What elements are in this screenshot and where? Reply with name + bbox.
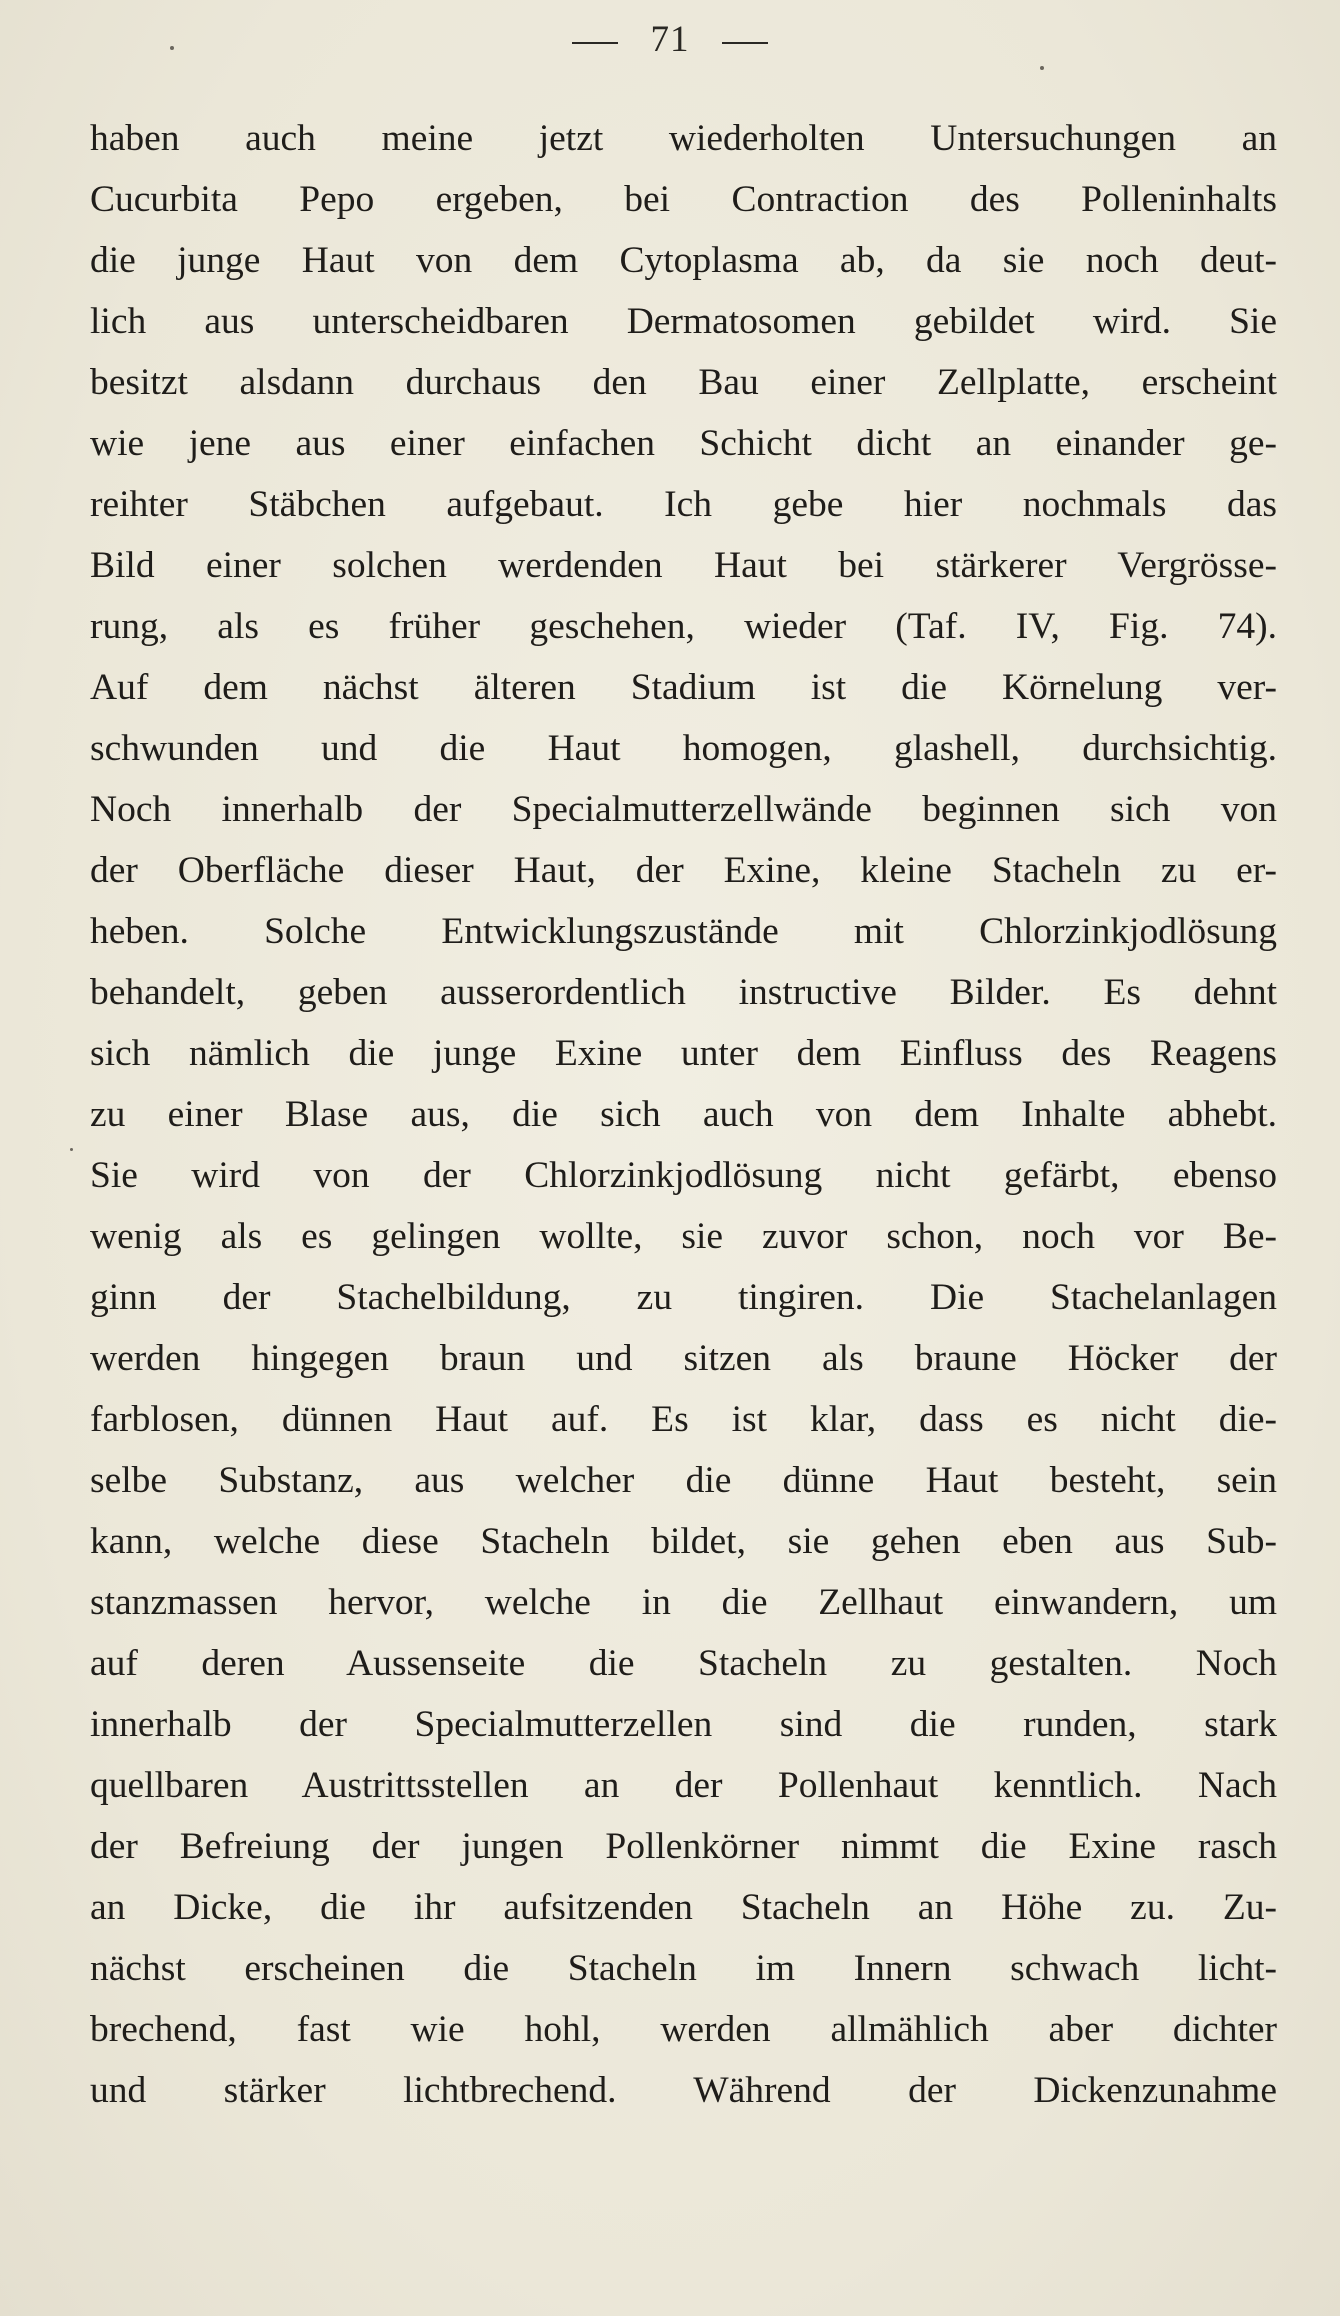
text-line: behandelt, geben ausserordentlich instructive Bilder. Es dehnt xyxy=(90,972,1277,1013)
text-line: Cucurbita Pepo ergeben, bei Contraction des Polleninhalts xyxy=(90,179,1277,220)
text-line: besitzt alsdann durchaus den Bau einer Zellplatte, erscheint xyxy=(90,362,1277,403)
text-line: ginn der Stachelbildung, zu tingiren. Die Stachelanlagen xyxy=(90,1277,1277,1318)
text-line: der Oberfläche dieser Haut, der Exine, kleine Stacheln zu er- xyxy=(90,850,1277,891)
text-line: der Befreiung der jungen Pollenkörner nimmt die Exine rasch xyxy=(90,1826,1277,1867)
text-line: brechend, fast wie hohl, werden allmählich aber dichter xyxy=(90,2009,1277,2050)
text-line: und stärker lichtbrechend. Während der Dickenzunahme xyxy=(90,2070,1277,2111)
page-header xyxy=(0,18,1340,61)
text-line: Bild einer solchen werdenden Haut bei stärkerer Vergrösse- xyxy=(90,545,1277,586)
page-number: 71 xyxy=(650,19,690,60)
text-line: wenig als es gelingen wollte, sie zuvor schon, noch vor Be- xyxy=(90,1216,1277,1257)
text-line: auf deren Aussenseite die Stacheln zu gestalten. Noch xyxy=(90,1643,1277,1684)
text-line: rung, als es früher geschehen, wieder (Taf. IV, Fig. 74). xyxy=(90,606,1277,647)
text-line: quellbaren Austrittsstellen an der Pollenhaut kenntlich. Nach xyxy=(90,1765,1277,1806)
text-line: nächst erscheinen die Stacheln im Innern schwach licht- xyxy=(90,1948,1277,1989)
text-line: schwunden und die Haut homogen, glashell, durchsichtig. xyxy=(90,728,1277,769)
text-line: selbe Substanz, aus welcher die dünne Haut besteht, sein xyxy=(90,1460,1277,1501)
text-line: heben. Solche Entwicklungszustände mit Chlorzinkjodlösung xyxy=(90,911,1277,952)
paper-speck xyxy=(1040,66,1044,70)
text-line: farblosen, dünnen Haut auf. Es ist klar, dass es nicht die- xyxy=(90,1399,1277,1440)
text-line: haben auch meine jetzt wiederholten Untersuchungen an xyxy=(90,118,1277,159)
text-line: sich nämlich die junge Exine unter dem Einfluss des Reagens xyxy=(90,1033,1277,1074)
text-line: Sie wird von der Chlorzinkjodlösung nicht gefärbt, ebenso xyxy=(90,1155,1277,1196)
text-line: Auf dem nächst älteren Stadium ist die Körnelung ver- xyxy=(90,667,1277,708)
text-line: die junge Haut von dem Cytoplasma ab, da sie noch deut- xyxy=(90,240,1277,281)
paper-speck xyxy=(170,46,174,50)
header-dash-right xyxy=(722,42,768,44)
text-line: reihter Stäbchen aufgebaut. Ich gebe hier nochmals das xyxy=(90,484,1277,525)
text-line: werden hingegen braun und sitzen als braune Höcker der xyxy=(90,1338,1277,1379)
paper-speck xyxy=(70,1148,73,1151)
text-line: innerhalb der Specialmutterzellen sind die runden, stark xyxy=(90,1704,1277,1745)
text-line: an Dicke, die ihr aufsitzenden Stacheln an Höhe zu. Zu- xyxy=(90,1887,1277,1928)
text-line: stanzmassen hervor, welche in die Zellhaut einwandern, um xyxy=(90,1582,1277,1623)
text-line: lich aus unterscheidbaren Dermatosomen gebildet wird. Sie xyxy=(90,301,1277,342)
header-dash-left xyxy=(572,42,618,44)
text-line: Noch innerhalb der Specialmutterzellwände beginnen sich von xyxy=(90,789,1277,830)
body-text xyxy=(90,108,1277,2121)
text-line: zu einer Blase aus, die sich auch von dem Inhalte abhebt. xyxy=(90,1094,1277,1135)
text-line: kann, welche diese Stacheln bildet, sie gehen eben aus Sub- xyxy=(90,1521,1277,1562)
text-line: wie jene aus einer einfachen Schicht dicht an einander ge- xyxy=(90,423,1277,464)
